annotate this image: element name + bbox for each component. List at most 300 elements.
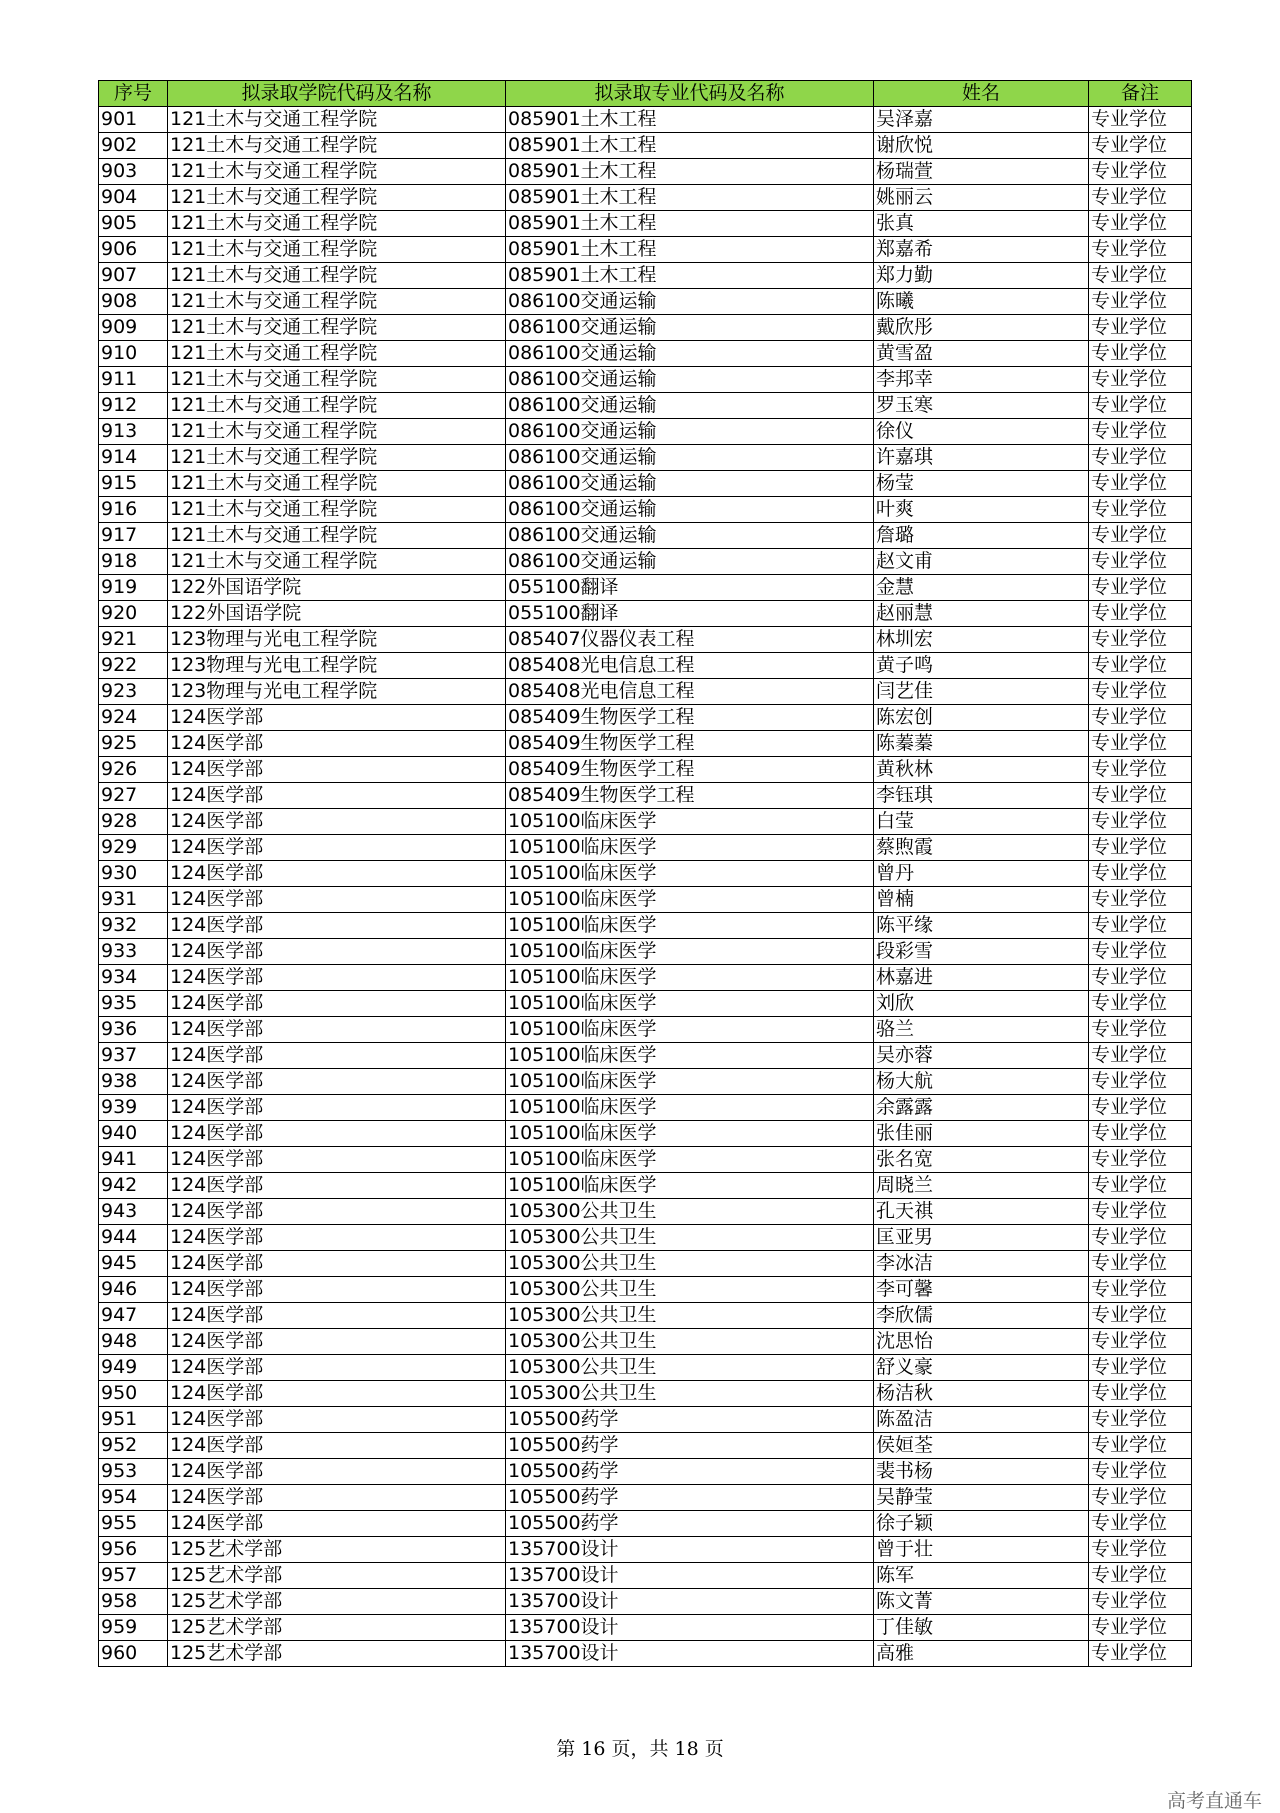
cell-index: 904 (99, 185, 168, 211)
cell-remark: 专业学位 (1089, 107, 1192, 133)
cell-name: 罗玉寒 (874, 393, 1089, 419)
cell-remark: 专业学位 (1089, 237, 1192, 263)
cell-remark: 专业学位 (1089, 1511, 1192, 1537)
cell-index: 955 (99, 1511, 168, 1537)
cell-index: 946 (99, 1277, 168, 1303)
cell-index: 942 (99, 1173, 168, 1199)
cell-college: 121土木与交通工程学院 (168, 107, 506, 133)
cell-name: 杨瑞萱 (874, 159, 1089, 185)
cell-major: 085409生物医学工程 (506, 783, 874, 809)
table-row (99, 1355, 1192, 1381)
cell-major: 105500药学 (506, 1511, 874, 1537)
cell-index: 938 (99, 1069, 168, 1095)
cell-college: 124医学部 (168, 731, 506, 757)
cell-college: 124医学部 (168, 939, 506, 965)
cell-college: 121土木与交通工程学院 (168, 471, 506, 497)
cell-major: 105300公共卫生 (506, 1277, 874, 1303)
table-row (99, 393, 1192, 419)
cell-college: 121土木与交通工程学院 (168, 445, 506, 471)
cell-name: 白莹 (874, 809, 1089, 835)
header-remark: 备注 (1089, 81, 1192, 107)
cell-major: 105300公共卫生 (506, 1329, 874, 1355)
table-row (99, 1433, 1192, 1459)
cell-index: 950 (99, 1381, 168, 1407)
cell-college: 124医学部 (168, 705, 506, 731)
cell-college: 121土木与交通工程学院 (168, 263, 506, 289)
cell-index: 922 (99, 653, 168, 679)
cell-index: 926 (99, 757, 168, 783)
cell-college: 124医学部 (168, 835, 506, 861)
table-row (99, 1199, 1192, 1225)
cell-index: 949 (99, 1355, 168, 1381)
cell-college: 123物理与光电工程学院 (168, 627, 506, 653)
table-row (99, 991, 1192, 1017)
cell-major: 105500药学 (506, 1459, 874, 1485)
cell-remark: 专业学位 (1089, 1355, 1192, 1381)
cell-index: 939 (99, 1095, 168, 1121)
cell-remark: 专业学位 (1089, 1095, 1192, 1121)
cell-name: 张真 (874, 211, 1089, 237)
cell-remark: 专业学位 (1089, 1069, 1192, 1095)
cell-college: 124医学部 (168, 1173, 506, 1199)
cell-remark: 专业学位 (1089, 419, 1192, 445)
cell-remark: 专业学位 (1089, 887, 1192, 913)
table-row (99, 341, 1192, 367)
cell-name: 赵丽慧 (874, 601, 1089, 627)
cell-remark: 专业学位 (1089, 445, 1192, 471)
table-row (99, 783, 1192, 809)
cell-name: 黄子鸣 (874, 653, 1089, 679)
table-row (99, 1615, 1192, 1641)
cell-name: 戴欣彤 (874, 315, 1089, 341)
cell-major: 105100临床医学 (506, 835, 874, 861)
cell-remark: 专业学位 (1089, 627, 1192, 653)
table-row (99, 601, 1192, 627)
cell-college: 124医学部 (168, 1459, 506, 1485)
cell-index: 957 (99, 1563, 168, 1589)
table-row (99, 237, 1192, 263)
cell-name: 孔天祺 (874, 1199, 1089, 1225)
table-row (99, 1043, 1192, 1069)
cell-major: 085408光电信息工程 (506, 679, 874, 705)
cell-index: 935 (99, 991, 168, 1017)
cell-college: 124医学部 (168, 913, 506, 939)
cell-major: 086100交通运输 (506, 289, 874, 315)
table-row (99, 1459, 1192, 1485)
cell-major: 105100临床医学 (506, 965, 874, 991)
cell-major: 105100临床医学 (506, 1095, 874, 1121)
cell-college: 121土木与交通工程学院 (168, 211, 506, 237)
cell-name: 吴泽嘉 (874, 107, 1089, 133)
cell-major: 085408光电信息工程 (506, 653, 874, 679)
cell-college: 124医学部 (168, 861, 506, 887)
table-row (99, 1589, 1192, 1615)
cell-name: 徐子颖 (874, 1511, 1089, 1537)
table-row (99, 679, 1192, 705)
cell-index: 918 (99, 549, 168, 575)
cell-remark: 专业学位 (1089, 263, 1192, 289)
table-row (99, 757, 1192, 783)
cell-college: 124医学部 (168, 783, 506, 809)
cell-major: 105500药学 (506, 1485, 874, 1511)
cell-college: 124医学部 (168, 1121, 506, 1147)
cell-name: 杨洁秋 (874, 1381, 1089, 1407)
cell-major: 086100交通运输 (506, 341, 874, 367)
table-row (99, 315, 1192, 341)
cell-index: 912 (99, 393, 168, 419)
cell-remark: 专业学位 (1089, 1121, 1192, 1147)
cell-major: 086100交通运输 (506, 445, 874, 471)
cell-index: 917 (99, 523, 168, 549)
cell-name: 余露露 (874, 1095, 1089, 1121)
header-major: 拟录取专业代码及名称 (506, 81, 874, 107)
table-row (99, 289, 1192, 315)
cell-remark: 专业学位 (1089, 133, 1192, 159)
cell-major: 086100交通运输 (506, 315, 874, 341)
cell-remark: 专业学位 (1089, 1459, 1192, 1485)
cell-index: 936 (99, 1017, 168, 1043)
cell-college: 124医学部 (168, 1433, 506, 1459)
table-row (99, 211, 1192, 237)
cell-index: 909 (99, 315, 168, 341)
cell-remark: 专业学位 (1089, 1381, 1192, 1407)
cell-index: 916 (99, 497, 168, 523)
cell-remark: 专业学位 (1089, 1641, 1192, 1667)
cell-name: 杨莹 (874, 471, 1089, 497)
cell-college: 124医学部 (168, 1381, 506, 1407)
table-row (99, 471, 1192, 497)
cell-college: 124医学部 (168, 1147, 506, 1173)
cell-name: 段彩雪 (874, 939, 1089, 965)
cell-remark: 专业学位 (1089, 393, 1192, 419)
cell-index: 941 (99, 1147, 168, 1173)
cell-remark: 专业学位 (1089, 1537, 1192, 1563)
cell-major: 105100临床医学 (506, 1147, 874, 1173)
cell-remark: 专业学位 (1089, 1173, 1192, 1199)
cell-index: 933 (99, 939, 168, 965)
cell-index: 951 (99, 1407, 168, 1433)
cell-remark: 专业学位 (1089, 861, 1192, 887)
cell-remark: 专业学位 (1089, 1303, 1192, 1329)
cell-major: 085409生物医学工程 (506, 757, 874, 783)
cell-major: 086100交通运输 (506, 497, 874, 523)
table-row (99, 1537, 1192, 1563)
cell-remark: 专业学位 (1089, 1251, 1192, 1277)
cell-major: 105300公共卫生 (506, 1303, 874, 1329)
table-row (99, 913, 1192, 939)
cell-name: 黄雪盈 (874, 341, 1089, 367)
cell-name: 许嘉琪 (874, 445, 1089, 471)
cell-college: 121土木与交通工程学院 (168, 289, 506, 315)
table-row (99, 1225, 1192, 1251)
cell-college: 121土木与交通工程学院 (168, 419, 506, 445)
cell-college: 124医学部 (168, 1511, 506, 1537)
cell-major: 086100交通运输 (506, 471, 874, 497)
cell-index: 944 (99, 1225, 168, 1251)
cell-college: 124医学部 (168, 1199, 506, 1225)
cell-college: 124医学部 (168, 1251, 506, 1277)
cell-remark: 专业学位 (1089, 731, 1192, 757)
cell-name: 周晓兰 (874, 1173, 1089, 1199)
table-body (99, 107, 1192, 1667)
cell-major: 086100交通运输 (506, 549, 874, 575)
cell-index: 931 (99, 887, 168, 913)
cell-name: 丁佳敏 (874, 1615, 1089, 1641)
cell-college: 121土木与交通工程学院 (168, 341, 506, 367)
table-row (99, 1485, 1192, 1511)
cell-college: 124医学部 (168, 1069, 506, 1095)
cell-index: 928 (99, 809, 168, 835)
cell-major: 085409生物医学工程 (506, 731, 874, 757)
cell-major: 105100临床医学 (506, 913, 874, 939)
cell-college: 121土木与交通工程学院 (168, 315, 506, 341)
cell-index: 915 (99, 471, 168, 497)
cell-college: 121土木与交通工程学院 (168, 367, 506, 393)
table-row (99, 497, 1192, 523)
cell-name: 李钰琪 (874, 783, 1089, 809)
cell-major: 105500药学 (506, 1433, 874, 1459)
table-row (99, 107, 1192, 133)
cell-college: 122外国语学院 (168, 575, 506, 601)
cell-index: 954 (99, 1485, 168, 1511)
cell-index: 940 (99, 1121, 168, 1147)
cell-college: 125艺术学部 (168, 1615, 506, 1641)
table-row (99, 523, 1192, 549)
cell-remark: 专业学位 (1089, 185, 1192, 211)
cell-name: 叶爽 (874, 497, 1089, 523)
cell-remark: 专业学位 (1089, 1329, 1192, 1355)
cell-remark: 专业学位 (1089, 211, 1192, 237)
cell-name: 赵文甫 (874, 549, 1089, 575)
cell-remark: 专业学位 (1089, 497, 1192, 523)
cell-remark: 专业学位 (1089, 705, 1192, 731)
cell-college: 123物理与光电工程学院 (168, 653, 506, 679)
table-row (99, 965, 1192, 991)
cell-index: 953 (99, 1459, 168, 1485)
table-row (99, 1251, 1192, 1277)
header-college: 拟录取学院代码及名称 (168, 81, 506, 107)
cell-remark: 专业学位 (1089, 471, 1192, 497)
cell-index: 932 (99, 913, 168, 939)
cell-index: 925 (99, 731, 168, 757)
cell-major: 085901土木工程 (506, 159, 874, 185)
table-row (99, 1381, 1192, 1407)
table-row (99, 1407, 1192, 1433)
table-row (99, 133, 1192, 159)
table-row (99, 159, 1192, 185)
cell-college: 121土木与交通工程学院 (168, 523, 506, 549)
table-row (99, 1277, 1192, 1303)
cell-name: 骆兰 (874, 1017, 1089, 1043)
cell-remark: 专业学位 (1089, 1615, 1192, 1641)
cell-major: 105300公共卫生 (506, 1381, 874, 1407)
cell-major: 085901土木工程 (506, 133, 874, 159)
cell-name: 徐仪 (874, 419, 1089, 445)
cell-remark: 专业学位 (1089, 289, 1192, 315)
cell-remark: 专业学位 (1089, 1563, 1192, 1589)
table-row (99, 705, 1192, 731)
cell-index: 907 (99, 263, 168, 289)
table-row (99, 1641, 1192, 1667)
cell-major: 055100翻译 (506, 575, 874, 601)
cell-college: 124医学部 (168, 1329, 506, 1355)
cell-name: 匡亚男 (874, 1225, 1089, 1251)
cell-major: 085901土木工程 (506, 211, 874, 237)
cell-major: 086100交通运输 (506, 523, 874, 549)
cell-college: 125艺术学部 (168, 1563, 506, 1589)
cell-college: 121土木与交通工程学院 (168, 185, 506, 211)
table-row (99, 809, 1192, 835)
table-row (99, 549, 1192, 575)
cell-college: 124医学部 (168, 887, 506, 913)
table-row (99, 1121, 1192, 1147)
cell-major: 105100临床医学 (506, 809, 874, 835)
cell-index: 903 (99, 159, 168, 185)
cell-major: 085901土木工程 (506, 237, 874, 263)
table-header-row (99, 81, 1192, 107)
table-row (99, 1069, 1192, 1095)
cell-index: 937 (99, 1043, 168, 1069)
cell-name: 詹璐 (874, 523, 1089, 549)
cell-index: 960 (99, 1641, 168, 1667)
cell-remark: 专业学位 (1089, 835, 1192, 861)
table-row (99, 1329, 1192, 1355)
cell-index: 910 (99, 341, 168, 367)
cell-name: 姚丽云 (874, 185, 1089, 211)
cell-major: 105300公共卫生 (506, 1355, 874, 1381)
cell-index: 943 (99, 1199, 168, 1225)
cell-index: 913 (99, 419, 168, 445)
cell-college: 123物理与光电工程学院 (168, 679, 506, 705)
cell-index: 948 (99, 1329, 168, 1355)
table-row (99, 419, 1192, 445)
cell-remark: 专业学位 (1089, 315, 1192, 341)
cell-college: 121土木与交通工程学院 (168, 549, 506, 575)
cell-remark: 专业学位 (1089, 1407, 1192, 1433)
table-row (99, 367, 1192, 393)
page-number: 第 16 页，共 18 页 (556, 1738, 724, 1760)
cell-college: 124医学部 (168, 1095, 506, 1121)
cell-college: 125艺术学部 (168, 1537, 506, 1563)
cell-college: 124医学部 (168, 1355, 506, 1381)
cell-name: 李可馨 (874, 1277, 1089, 1303)
cell-college: 121土木与交通工程学院 (168, 133, 506, 159)
cell-college: 125艺术学部 (168, 1641, 506, 1667)
cell-major: 135700设计 (506, 1537, 874, 1563)
cell-remark: 专业学位 (1089, 809, 1192, 835)
cell-remark: 专业学位 (1089, 1277, 1192, 1303)
cell-remark: 专业学位 (1089, 939, 1192, 965)
header-name: 姓名 (874, 81, 1089, 107)
cell-name: 林圳宏 (874, 627, 1089, 653)
cell-name: 黄秋林 (874, 757, 1089, 783)
cell-college: 124医学部 (168, 757, 506, 783)
cell-college: 124医学部 (168, 1017, 506, 1043)
cell-remark: 专业学位 (1089, 367, 1192, 393)
cell-major: 135700设计 (506, 1615, 874, 1641)
cell-index: 927 (99, 783, 168, 809)
cell-name: 谢欣悦 (874, 133, 1089, 159)
cell-college: 124医学部 (168, 965, 506, 991)
cell-major: 105500药学 (506, 1407, 874, 1433)
cell-index: 952 (99, 1433, 168, 1459)
cell-name: 曾楠 (874, 887, 1089, 913)
cell-name: 李邦幸 (874, 367, 1089, 393)
cell-name: 郑力勤 (874, 263, 1089, 289)
table-row (99, 1511, 1192, 1537)
cell-remark: 专业学位 (1089, 575, 1192, 601)
cell-major: 105300公共卫生 (506, 1199, 874, 1225)
cell-major: 085901土木工程 (506, 185, 874, 211)
cell-major: 055100翻译 (506, 601, 874, 627)
table-row (99, 1173, 1192, 1199)
cell-major: 105100临床医学 (506, 1173, 874, 1199)
cell-major: 085409生物医学工程 (506, 705, 874, 731)
cell-index: 959 (99, 1615, 168, 1641)
cell-remark: 专业学位 (1089, 1589, 1192, 1615)
cell-name: 陈曦 (874, 289, 1089, 315)
cell-name: 李冰洁 (874, 1251, 1089, 1277)
cell-remark: 专业学位 (1089, 1017, 1192, 1043)
cell-major: 085901土木工程 (506, 263, 874, 289)
cell-index: 956 (99, 1537, 168, 1563)
cell-college: 122外国语学院 (168, 601, 506, 627)
cell-index: 901 (99, 107, 168, 133)
cell-name: 曾于壮 (874, 1537, 1089, 1563)
cell-college: 124医学部 (168, 1043, 506, 1069)
cell-college: 125艺术学部 (168, 1589, 506, 1615)
table-row (99, 731, 1192, 757)
cell-major: 105300公共卫生 (506, 1225, 874, 1251)
cell-remark: 专业学位 (1089, 679, 1192, 705)
cell-index: 919 (99, 575, 168, 601)
cell-major: 105100临床医学 (506, 1121, 874, 1147)
cell-name: 李欣儒 (874, 1303, 1089, 1329)
cell-name: 陈文菁 (874, 1589, 1089, 1615)
cell-college: 121土木与交通工程学院 (168, 237, 506, 263)
cell-major: 086100交通运输 (506, 419, 874, 445)
cell-name: 沈思怡 (874, 1329, 1089, 1355)
table-row (99, 627, 1192, 653)
cell-college: 124医学部 (168, 991, 506, 1017)
cell-name: 曾丹 (874, 861, 1089, 887)
cell-major: 135700设计 (506, 1641, 874, 1667)
cell-index: 958 (99, 1589, 168, 1615)
cell-name: 舒义豪 (874, 1355, 1089, 1381)
cell-major: 105100临床医学 (506, 939, 874, 965)
cell-index: 902 (99, 133, 168, 159)
cell-major: 086100交通运输 (506, 367, 874, 393)
table-row (99, 939, 1192, 965)
cell-remark: 专业学位 (1089, 913, 1192, 939)
cell-name: 刘欣 (874, 991, 1089, 1017)
cell-index: 921 (99, 627, 168, 653)
cell-major: 135700设计 (506, 1563, 874, 1589)
cell-name: 陈盈洁 (874, 1407, 1089, 1433)
table-row (99, 861, 1192, 887)
cell-index: 947 (99, 1303, 168, 1329)
table-row (99, 575, 1192, 601)
cell-name: 侯姮荃 (874, 1433, 1089, 1459)
cell-college: 121土木与交通工程学院 (168, 159, 506, 185)
table-row (99, 1095, 1192, 1121)
cell-index: 920 (99, 601, 168, 627)
table-row (99, 1017, 1192, 1043)
cell-college: 124医学部 (168, 1407, 506, 1433)
cell-name: 高雅 (874, 1641, 1089, 1667)
admission-table (98, 80, 1192, 1667)
cell-major: 105100临床医学 (506, 991, 874, 1017)
